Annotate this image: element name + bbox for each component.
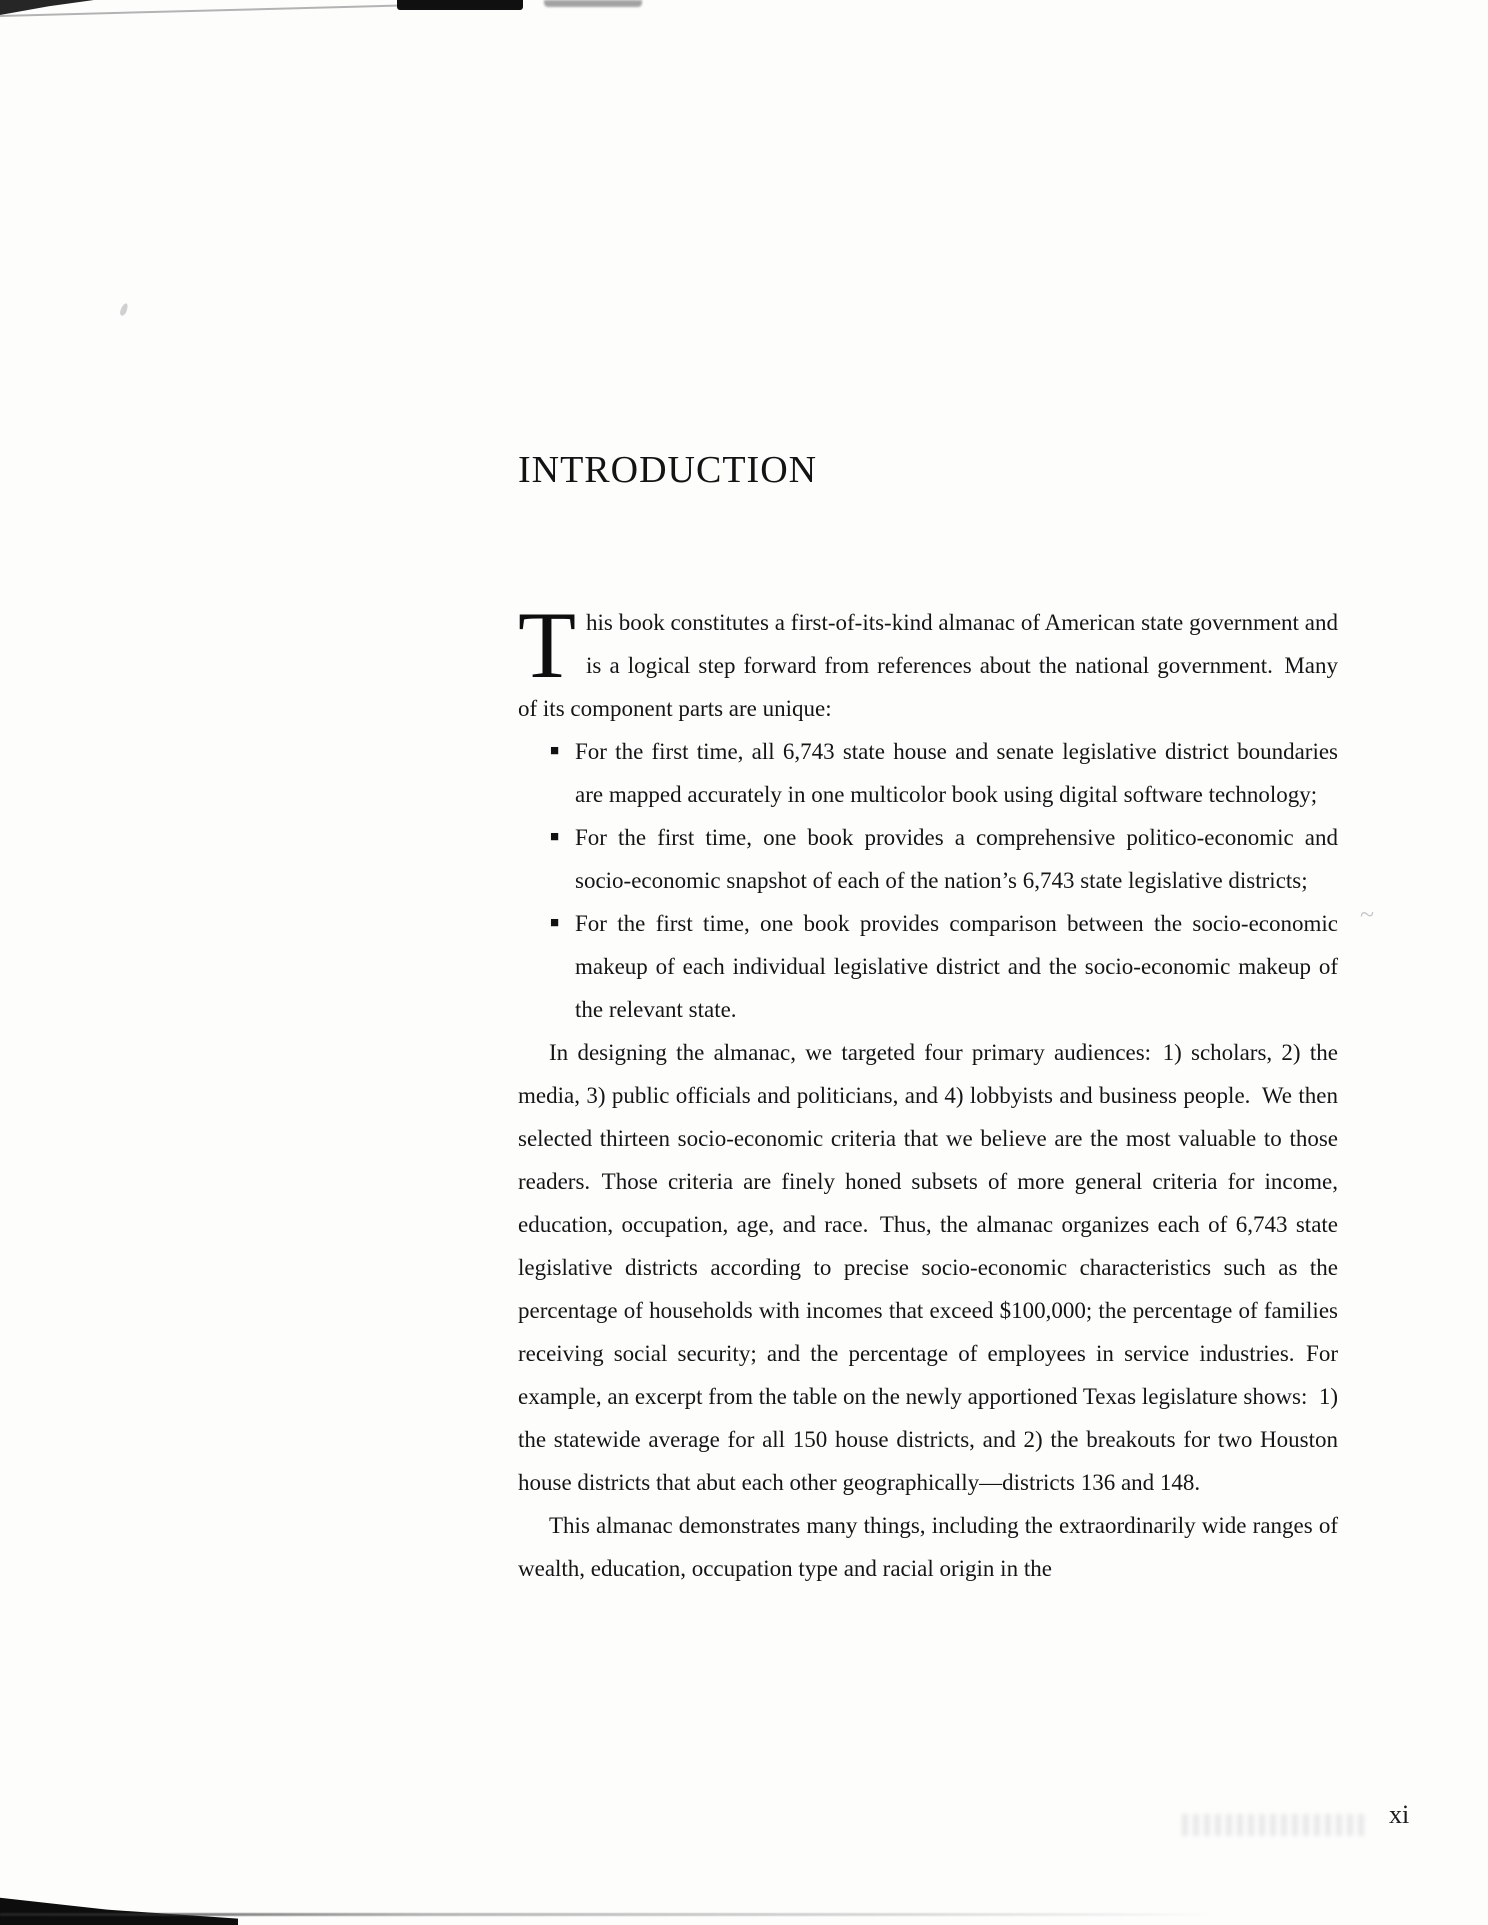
scan-artifact-stray-mark: ~: [1360, 900, 1375, 929]
paragraph-audiences: In designing the almanac, we targeted four primary audiences: 1) scholars, 2) the media, 3) public officials and politicians, and 4) lobbyists and business people. We then selected thirteen socio-economic criteria that we believe are the most valuable to those readers. Those criteria are finely honed subsets of more general criteria for income, education, occupation, age, and race. Thus, the almanac organizes each of 6,743 state legislative districts according to precise socio-economic characteristics such as the percentage of households with incomes that exceed $100,000; the percentage of families receiving social security; and the percentage of employees in service industries. For example, an excerpt from the table on the newly apportioned Texas legislature shows: 1) the statewide average for all 150 house districts, and 2) the breakouts for two Houston house districts that abut each other geographically—districts 136 and 148.: [518, 1040, 1338, 1495]
bullet-square-icon: ■: [550, 915, 560, 931]
scan-artifact-ghost-text: [1182, 1814, 1364, 1836]
bullet-square-icon: ■: [550, 829, 560, 845]
page-number: xi: [1389, 1800, 1410, 1829]
scan-artifact-bottom-line: [0, 1913, 1215, 1916]
paragraph-demonstrates: This almanac demonstrates many things, including the extraordinarily wide ranges of wealth, education, occupation type and racial origin in the: [518, 1513, 1338, 1581]
bullet-item-text: For the first time, all 6,743 state house and senate legislative district boundaries are mapped accurately in one multicolor book using digital software technology;: [575, 739, 1338, 807]
scan-artifact-top-smudge: [544, 0, 642, 7]
bullet-list: [518, 730, 1338, 1031]
scan-artifact-bottom-left-wedge: [0, 1893, 238, 1925]
bullet-item-text: For the first time, one book provides comparison between the socio-economic makeup of each individual legislative district and the socio-economic makeup of the relevant state.: [575, 911, 1338, 1022]
scan-artifact-top-hairline: [0, 4, 436, 17]
bullet-item-text: For the first time, one book provides a comprehensive politico-economic and socio-economic snapshot of each of the nation’s 6,743 state legislative districts;: [575, 825, 1338, 893]
bullet-square-icon: ■: [550, 743, 560, 759]
scan-artifact-speck: [119, 302, 129, 316]
bullet-item-district-maps: [518, 730, 1338, 816]
bullet-item-comparison: [518, 902, 1338, 1031]
paragraph-intro: [518, 592, 1338, 730]
bullet-item-snapshot: [518, 816, 1338, 902]
drop-cap-letter: T: [518, 592, 577, 698]
paragraph-intro-text: his book constitutes a first-of-its-kind almanac of American state government and is a logical step forward from references about the national government. Many of its component parts are unique:: [518, 610, 1338, 721]
scan-artifact-top-bar: [397, 0, 523, 10]
page-title: INTRODUCTION: [518, 449, 818, 491]
page-body: [518, 592, 1338, 1590]
